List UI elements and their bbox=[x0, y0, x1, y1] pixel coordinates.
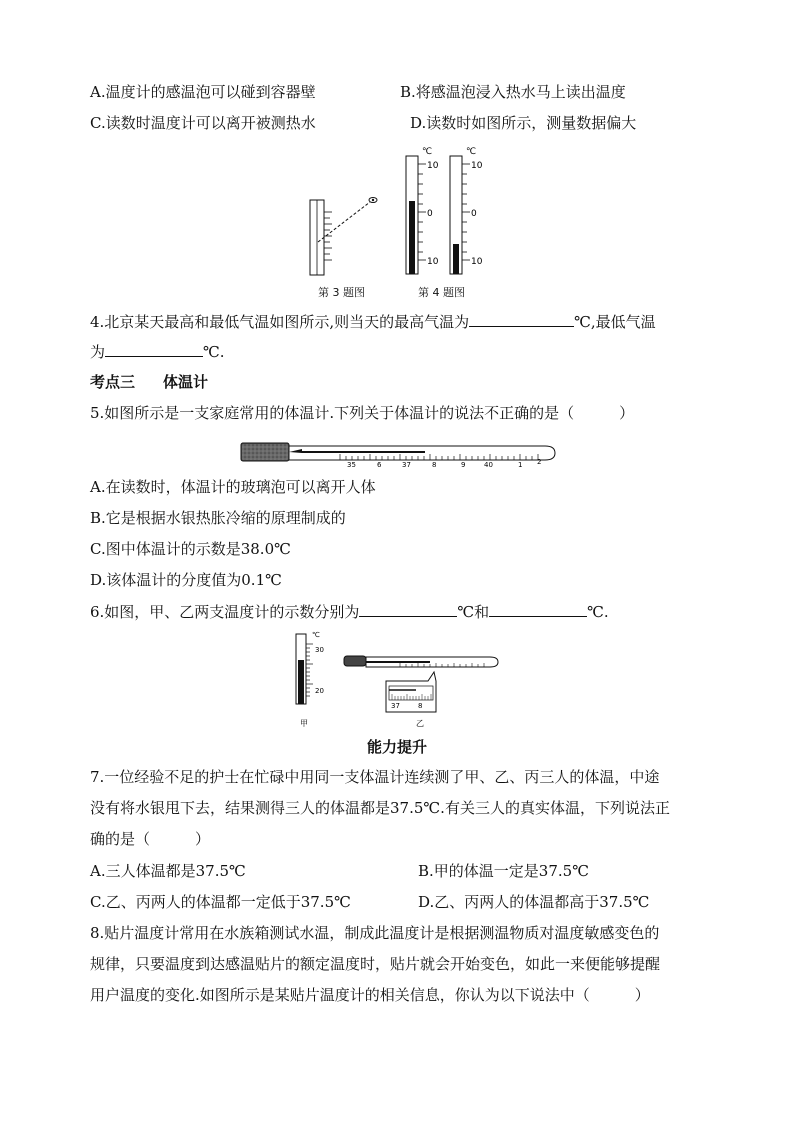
q6-yi-tick-37: 37 bbox=[391, 702, 400, 710]
q3-option-d: D.读数时如图所示，测量数据偏大 bbox=[410, 114, 637, 132]
q8-line-2: 规律，只要温度到达感温贴片的额定温度时，贴片就会开始变色，如此一来便能够提醒 bbox=[90, 955, 661, 973]
q5-scale-35: 35 bbox=[347, 461, 356, 468]
q6-line bbox=[90, 602, 609, 622]
q5-scale-40: 40 bbox=[484, 461, 493, 468]
q4-line-1 bbox=[90, 312, 656, 332]
q6-blank-1[interactable] bbox=[359, 602, 457, 617]
q5-clinical-thermometer bbox=[240, 440, 560, 468]
q6-yi-tick-38: 8 bbox=[418, 702, 423, 710]
figure-4-thermometer-2 bbox=[450, 156, 470, 274]
fig4-unit-1: ℃ bbox=[422, 147, 433, 157]
q5-scale-36: 6 bbox=[377, 461, 382, 468]
fig4-tick-2b: 0 bbox=[471, 209, 477, 219]
fig4-tick-2c: 10 bbox=[471, 257, 483, 267]
fig4-unit-2: ℃ bbox=[466, 147, 477, 157]
q5-stem: 5.如图所示是一支家庭常用的体温计.下列关于体温计的说法不正确的是（ ） bbox=[90, 404, 635, 422]
q6-jia-unit: ℃ bbox=[312, 631, 320, 639]
q7-option-c: C.乙、丙两人的体温都一定低于37.5℃ bbox=[90, 893, 351, 911]
q6-blank-2[interactable] bbox=[489, 602, 587, 617]
q5-option-a: A.在读数时，体温计的玻璃泡可以离开人体 bbox=[90, 478, 376, 496]
q4-text-2: 为 bbox=[90, 343, 106, 361]
q6-figure bbox=[290, 628, 510, 730]
q5-option-b: B.它是根据水银热胀冷缩的原理制成的 bbox=[90, 509, 346, 527]
q7-option-b: B.甲的体温一定是37.5℃ bbox=[418, 862, 589, 880]
q6-label-jia: 甲 bbox=[300, 719, 308, 728]
section-3-heading bbox=[90, 372, 208, 392]
q3-option-c: C.读数时温度计可以离开被测热水 bbox=[90, 114, 316, 132]
figure-3-caption: 第 3 题图 bbox=[318, 286, 365, 299]
q7-line-2: 没有将水银甩下去，结果测得三人的体温都是37.5℃.有关三人的真实体温，下列说法正 bbox=[90, 799, 670, 817]
q7-option-d: D.乙、丙两人的体温都高于37.5℃ bbox=[418, 893, 650, 911]
q5-scale-37: 37 bbox=[402, 461, 411, 468]
q6-jia-tick-20: 20 bbox=[315, 687, 324, 695]
figure-3-thermometer bbox=[310, 198, 377, 276]
q6-text-end: ℃. bbox=[587, 603, 609, 621]
q4-blank-1[interactable] bbox=[469, 312, 574, 327]
q5-scale-39: 9 bbox=[461, 461, 466, 468]
q4-unit-2: ℃. bbox=[203, 343, 225, 361]
q8-line-1: 8.贴片温度计常用在水族箱测试水温，制成此温度计是根据测温物质对温度敏感变色的 bbox=[90, 924, 660, 942]
q4-unit-1: ℃,最低气温 bbox=[574, 313, 656, 331]
q5-scale-38: 8 bbox=[432, 461, 437, 468]
q6-label-yi: 乙 bbox=[416, 719, 424, 728]
q5-option-c: C.图中体温计的示数是38.0℃ bbox=[90, 540, 291, 558]
figure-3-4 bbox=[300, 142, 500, 282]
fig4-tick-1b: 0 bbox=[427, 209, 433, 219]
q6-thermometer-yi bbox=[344, 656, 498, 712]
q5-option-d: D.该体温计的分度值为0.1℃ bbox=[90, 571, 282, 589]
q7-line-1: 7.一位经验不足的护士在忙碌中用同一支体温计连续测了甲、乙、丙三人的体温，中途 bbox=[90, 768, 660, 786]
fig4-tick-1a: 10 bbox=[427, 161, 439, 171]
q4-line-2 bbox=[90, 342, 225, 362]
ability-heading: 能力提升 bbox=[366, 738, 427, 756]
figure-4-caption: 第 4 题图 bbox=[418, 286, 465, 299]
q7-line-3: 确的是（ ） bbox=[90, 830, 211, 848]
q8-line-3: 用户温度的变化.如图所示是某贴片温度计的相关信息，你认为以下说法中（ ） bbox=[90, 986, 650, 1004]
q6-jia-tick-30: 30 bbox=[315, 646, 324, 654]
fig4-tick-2a: 10 bbox=[471, 161, 483, 171]
figure-4-thermometer-1 bbox=[406, 156, 426, 274]
q3-option-a: A.温度计的感温泡可以碰到容器壁 bbox=[90, 83, 316, 101]
q6-thermometer-jia bbox=[296, 631, 324, 704]
q7-option-a: A.三人体温都是37.5℃ bbox=[90, 862, 246, 880]
q6-text-mid: ℃和 bbox=[457, 603, 490, 621]
section-3-label: 考点三 bbox=[90, 373, 136, 391]
q3-option-b: B.将感温泡浸入热水马上读出温度 bbox=[400, 83, 626, 101]
section-3-title: 体温计 bbox=[163, 373, 209, 391]
q5-scale-42: 2 bbox=[537, 458, 542, 466]
q4-text-1: 4.北京某天最高和最低气温如图所示,则当天的最高气温为 bbox=[90, 313, 470, 331]
q6-text-prefix: 6.如图，甲、乙两支温度计的示数分别为 bbox=[90, 603, 360, 621]
q5-scale-41: 1 bbox=[518, 461, 523, 468]
fig4-tick-1c: 10 bbox=[427, 257, 439, 267]
q4-blank-2[interactable] bbox=[105, 342, 203, 357]
